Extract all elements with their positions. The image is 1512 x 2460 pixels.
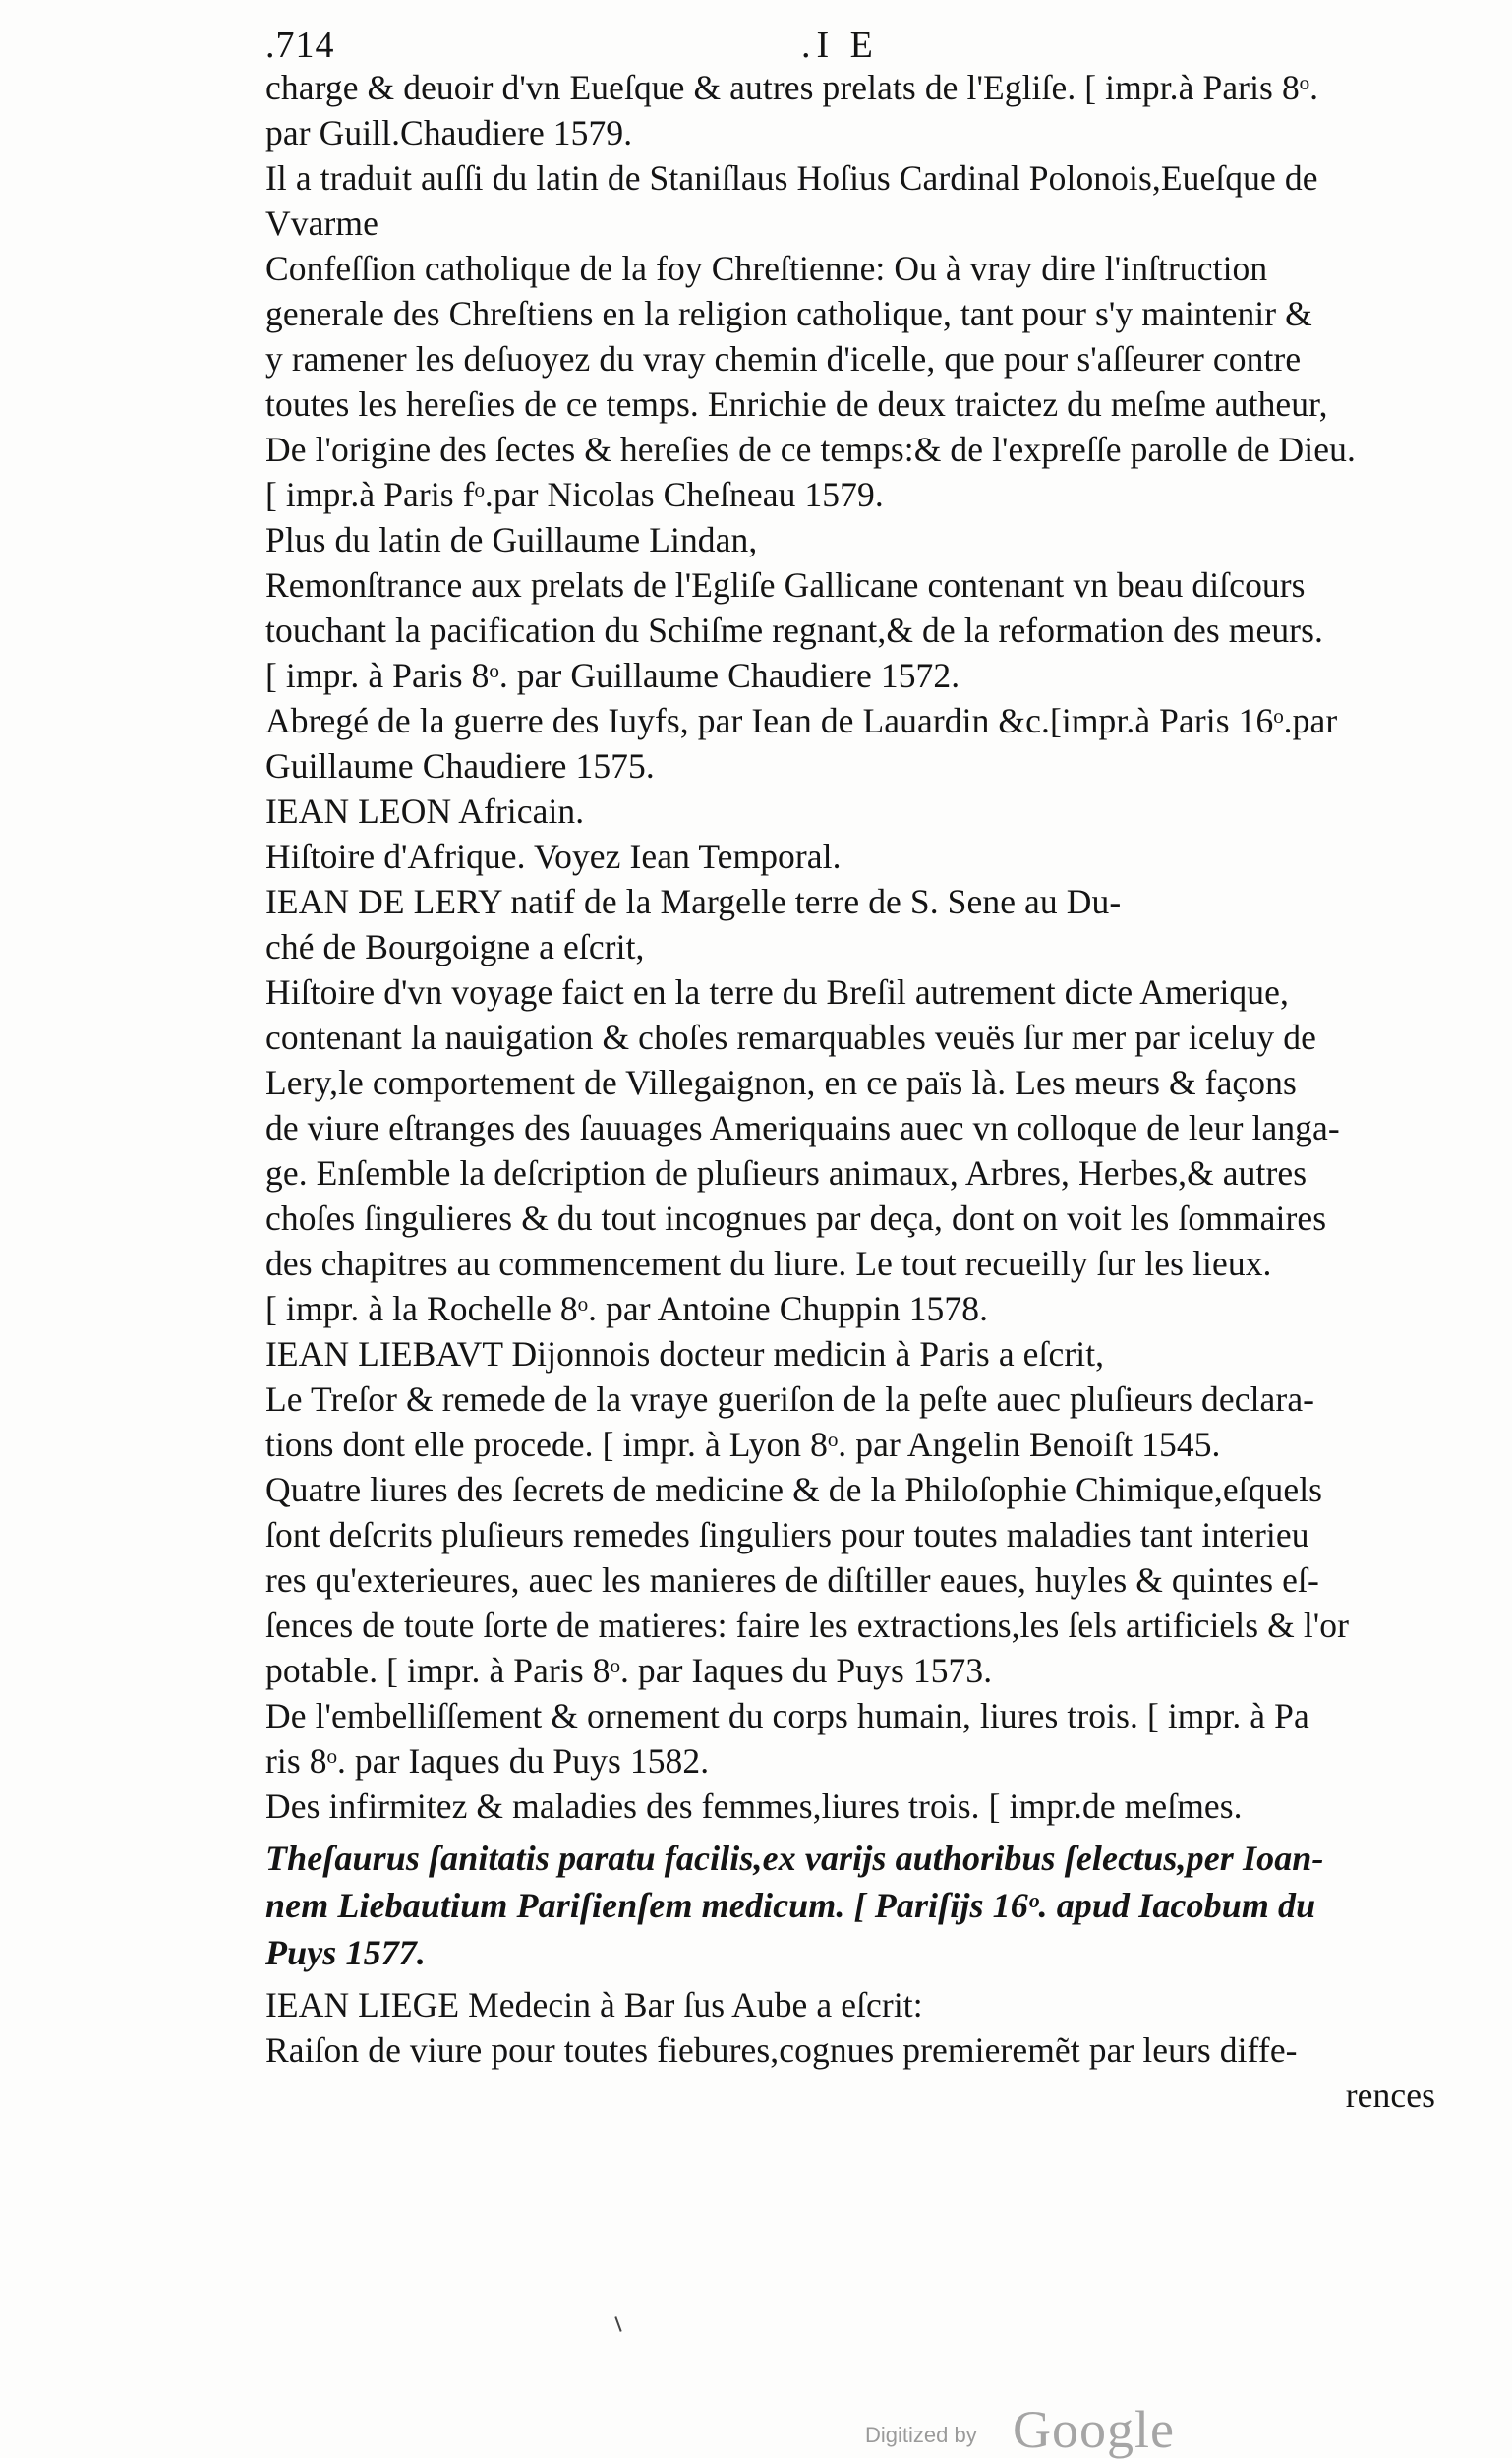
text-line: generale des Chreſtiens en la religion catholique, tant pour s'y maintenir & [265,294,1312,333]
text-line: ſont deſcrits pluſieurs remedes ſinguliers pour toutes maladies tant interieu [265,1515,1309,1554]
text-line: des chapitres au commencement du liure. Le tout recueilly ſur les lieux. [265,1244,1272,1283]
text-line: contenant la nauigation & choſes remarquables veuës ſur mer par iceluy de [265,1018,1316,1057]
text-line: ſences de toute ſorte de matieres: faire les extractions,les ſels artificiels & l'or [265,1606,1350,1645]
text-line: res qu'exterieures, auec les manieres de diſtiller eaues, huyles & quintes eſ- [265,1560,1319,1600]
text-line: de viure eſtranges des ſauuages Ameriquains auec vn colloque de leur langa- [265,1108,1340,1147]
text-line: Le Treſor & remede de la vraye gueriſon de la peſte auec pluſieurs declara- [265,1379,1315,1419]
latin-title-line: Puys 1577. [265,1933,426,1972]
text-line: Il a traduit auſſi du latin de Staniſlaus Hoſius Cardinal Polonois,Eueſque de [265,158,1318,198]
text-line: Confeſſion catholique de la foy Chreſtienne: Ou à vray dire l'inſtruction [265,249,1268,288]
text-line: [ impr. à la Rochelle 8ᵒ. par Antoine Chuppin 1578. [265,1289,989,1328]
author-heading-line: IEAN LIEGE Medecin à Bar ſus Aube a eſcrit: [265,1985,923,2024]
stray-mark [614,2316,621,2332]
digitized-by-label: Digitized by [865,2423,977,2447]
text-line: [ impr. à Paris 8ᵒ. par Guillaume Chaudiere 1572. [265,656,960,695]
text-line: De l'embelliſſement & ornement du corps humain, liures trois. [ impr. à Pa [265,1696,1309,1735]
running-head: .I E [801,25,879,66]
author-heading-line: IEAN LIEBAVT Dijonnois docteur medicin à Paris a eſcrit, [265,1334,1105,1374]
text-line: Plus du latin de Guillaume Lindan, [265,520,758,559]
text-line: ché de Bourgoigne a eſcrit, [265,927,645,966]
text-line: choſes ſingulieres & du tout incognues par deça, dont on voit les ſommaires [265,1199,1327,1238]
text-line: Quatre liures des ſecrets de medicine & de la Philoſophie Chimique,eſquels [265,1470,1323,1509]
text-line: [ impr.à Paris fᵒ.par Nicolas Cheſneau 1579. [265,475,884,514]
text-line: potable. [ impr. à Paris 8ᵒ. par Iaques du Puys 1573. [265,1651,993,1690]
text-line: tions dont elle procede. [ impr. à Lyon 8ᵒ. par Angelin Benoiſt 1545. [265,1425,1221,1464]
text-line: Abregé de la guerre des Iuyfs, par Iean de Lauardin &c.[impr.à Paris 16ᵒ.par [265,701,1338,740]
text-line: Lery,le comportement de Villegaignon, en ce païs là. Les meurs & façons [265,1063,1297,1102]
text-line: Remonſtrance aux prelats de l'Egliſe Gallicane contenant vn beau diſcours [265,565,1306,605]
text-line: ge. Enſemble la deſcription de pluſieurs animaux, Arbres, Herbes,& autres [265,1153,1308,1193]
page-body-text [265,65,1445,2118]
author-heading-line: IEAN DE LERY natif de la Margelle terre de S. Sene au Du- [265,882,1122,921]
author-heading-line: IEAN LEON Africain. [265,791,585,831]
text-line: charge & deuoir d'vn Eueſque & autres prelats de l'Egliſe. [ impr.à Paris 8ᵒ. [265,68,1319,107]
page-number: .714 [265,25,335,66]
latin-title-line: nem Liebautium Pariſienſem medicum. [ Pariſijs 16ᵒ. apud Iacobum du [265,1886,1316,1925]
text-line: Raiſon de viure pour toutes fiebures,cognues premieremẽt par leurs diffe- [265,2030,1298,2070]
text-line: Guillaume Chaudiere 1575. [265,746,655,786]
text-line: De l'origine des ſectes & hereſies de ce temps:& de l'expreſſe parolle de Dieu. [265,430,1356,469]
digitization-watermark [865,2399,1219,2458]
catchword: rences [1345,2076,1435,2115]
text-line: Des infirmitez & maladies des femmes,liures trois. [ impr.de meſmes. [265,1786,1243,1826]
text-line: toutes les hereſies de ce temps. Enrichie de deux traictez du meſme autheur, [265,384,1328,424]
text-line: ris 8ᵒ. par Iaques du Puys 1582. [265,1741,710,1781]
latin-title-line: Theſaurus ſanitatis paratu facilis,ex varijs authoribus ſelectus,per Ioan- [265,1839,1324,1878]
text-line: y ramener les deſuoyez du vray chemin d'icelle, que pour s'aſſeurer contre [265,339,1302,379]
text-line: touchant la pacification du Schiſme regnant,& de la reformation des meurs. [265,611,1323,650]
google-logo: Google [1013,2400,1175,2459]
text-line: Vvarme [265,204,378,243]
text-line: Hiſtoire d'Afrique. Voyez Iean Temporal. [265,837,842,876]
text-line: par Guill.Chaudiere 1579. [265,113,633,152]
text-line: Hiſtoire d'vn voyage faict en la terre du Breſil autrement dicte Amerique, [265,972,1289,1012]
